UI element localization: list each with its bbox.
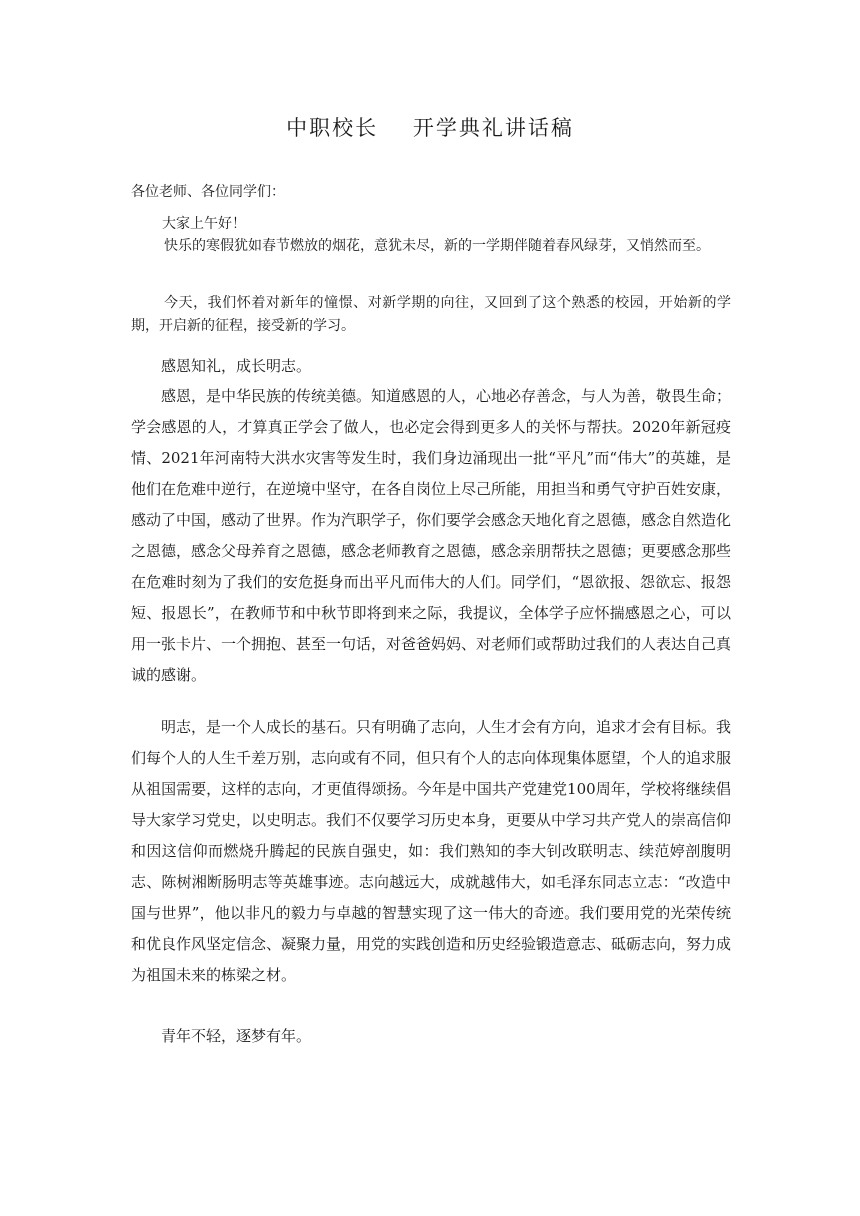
greeting: 大家上午好！ bbox=[162, 216, 246, 232]
document-title: 中职校长 开学典礼讲话稿 bbox=[286, 116, 574, 140]
paragraph-today: 今天，我们怀着对新年的憧憬、对新学期的向往，又回到了这个熟悉的校园，开始新的学期，开启新的征程，接受新的学习。 bbox=[131, 295, 731, 334]
paragraph-winter-break: 快乐的寒假犹如春节燃放的烟花，意犹未尽，新的一学期伴随着春风绿芽，又悄然而至。 bbox=[164, 238, 710, 254]
section-heading-gratitude: 感恩知礼，成长明志。 bbox=[161, 357, 312, 375]
paragraph-gratitude: 感恩，是中华民族的传统美德。知道感恩的人，心地必存善念，与人为善，敬畏生命；学会感恩的人，才算真正学会了做人，也必定会得到更多人的关怀与帮扶。2020年新冠疫情、2021年河南特大洪水灾害等发生时，我们身边涌现出一批“平凡”而“伟大”的英雄，是他们在危难中逆行，在逆境中坚守，在各自岗位上尽己所能，用担当和勇气守护百姓安康，感动了中国，感动了世界。作为汽职学子，你们要学会感念天地化育之恩德，感念自然造化之恩德，感念父母养育之恩德，感念老师教育之恩德，感念亲朋帮扶之恩德；更要感念那些在危难时刻为了我们的安危挺身而出平凡而伟大的人们。同学们，“恩欲报、怨欲忘、报怨短、报恩长”，在教师节和中秋节即将到来之际，我提议，全体学子应怀揣感恩之心，可以用一张卡片、一个拥抱、甚至一句话，对爸爸妈妈、对老师们或帮助过我们的人表达自己真诚的感谢。 bbox=[131, 387, 732, 684]
paragraph-ambition: 明志，是一个人成长的基石。只有明确了志向，人生才会有方向，追求才会有目标。我们每个人的人生千差万别，志向或有不同，但只有个人的志向体现集体愿望，个人的追求服从祖国需要，这样的志向，才更值得颂扬。今年是中国共产党建党100周年，学校将继续倡导大家学习党史，以史明志。我们不仅要学习历史本身，更要从中学习共产党人的崇高信仰和因这信仰而燃烧升腾起的民族自强史，如：我们熟知的李大钊改联明志、续范婷剖腹明志、陈树湘断肠明志等英雄事迹。志向越远大，成就越伟大，如毛泽东同志立志：“改造中国与世界”，他以非凡的毅力与卓越的智慧实现了这一伟大的奇迹。我们要用党的光荣传统和优良作风坚定信念、凝聚力量，用党的实践创造和历史经验锻造意志、砥砺志向，努力成为祖国未来的栋梁之材。 bbox=[131, 718, 732, 984]
salutation: 各位老师、各位同学们： bbox=[131, 184, 285, 200]
section-heading-youth: 青年不轻，逐梦有年。 bbox=[161, 1027, 312, 1045]
